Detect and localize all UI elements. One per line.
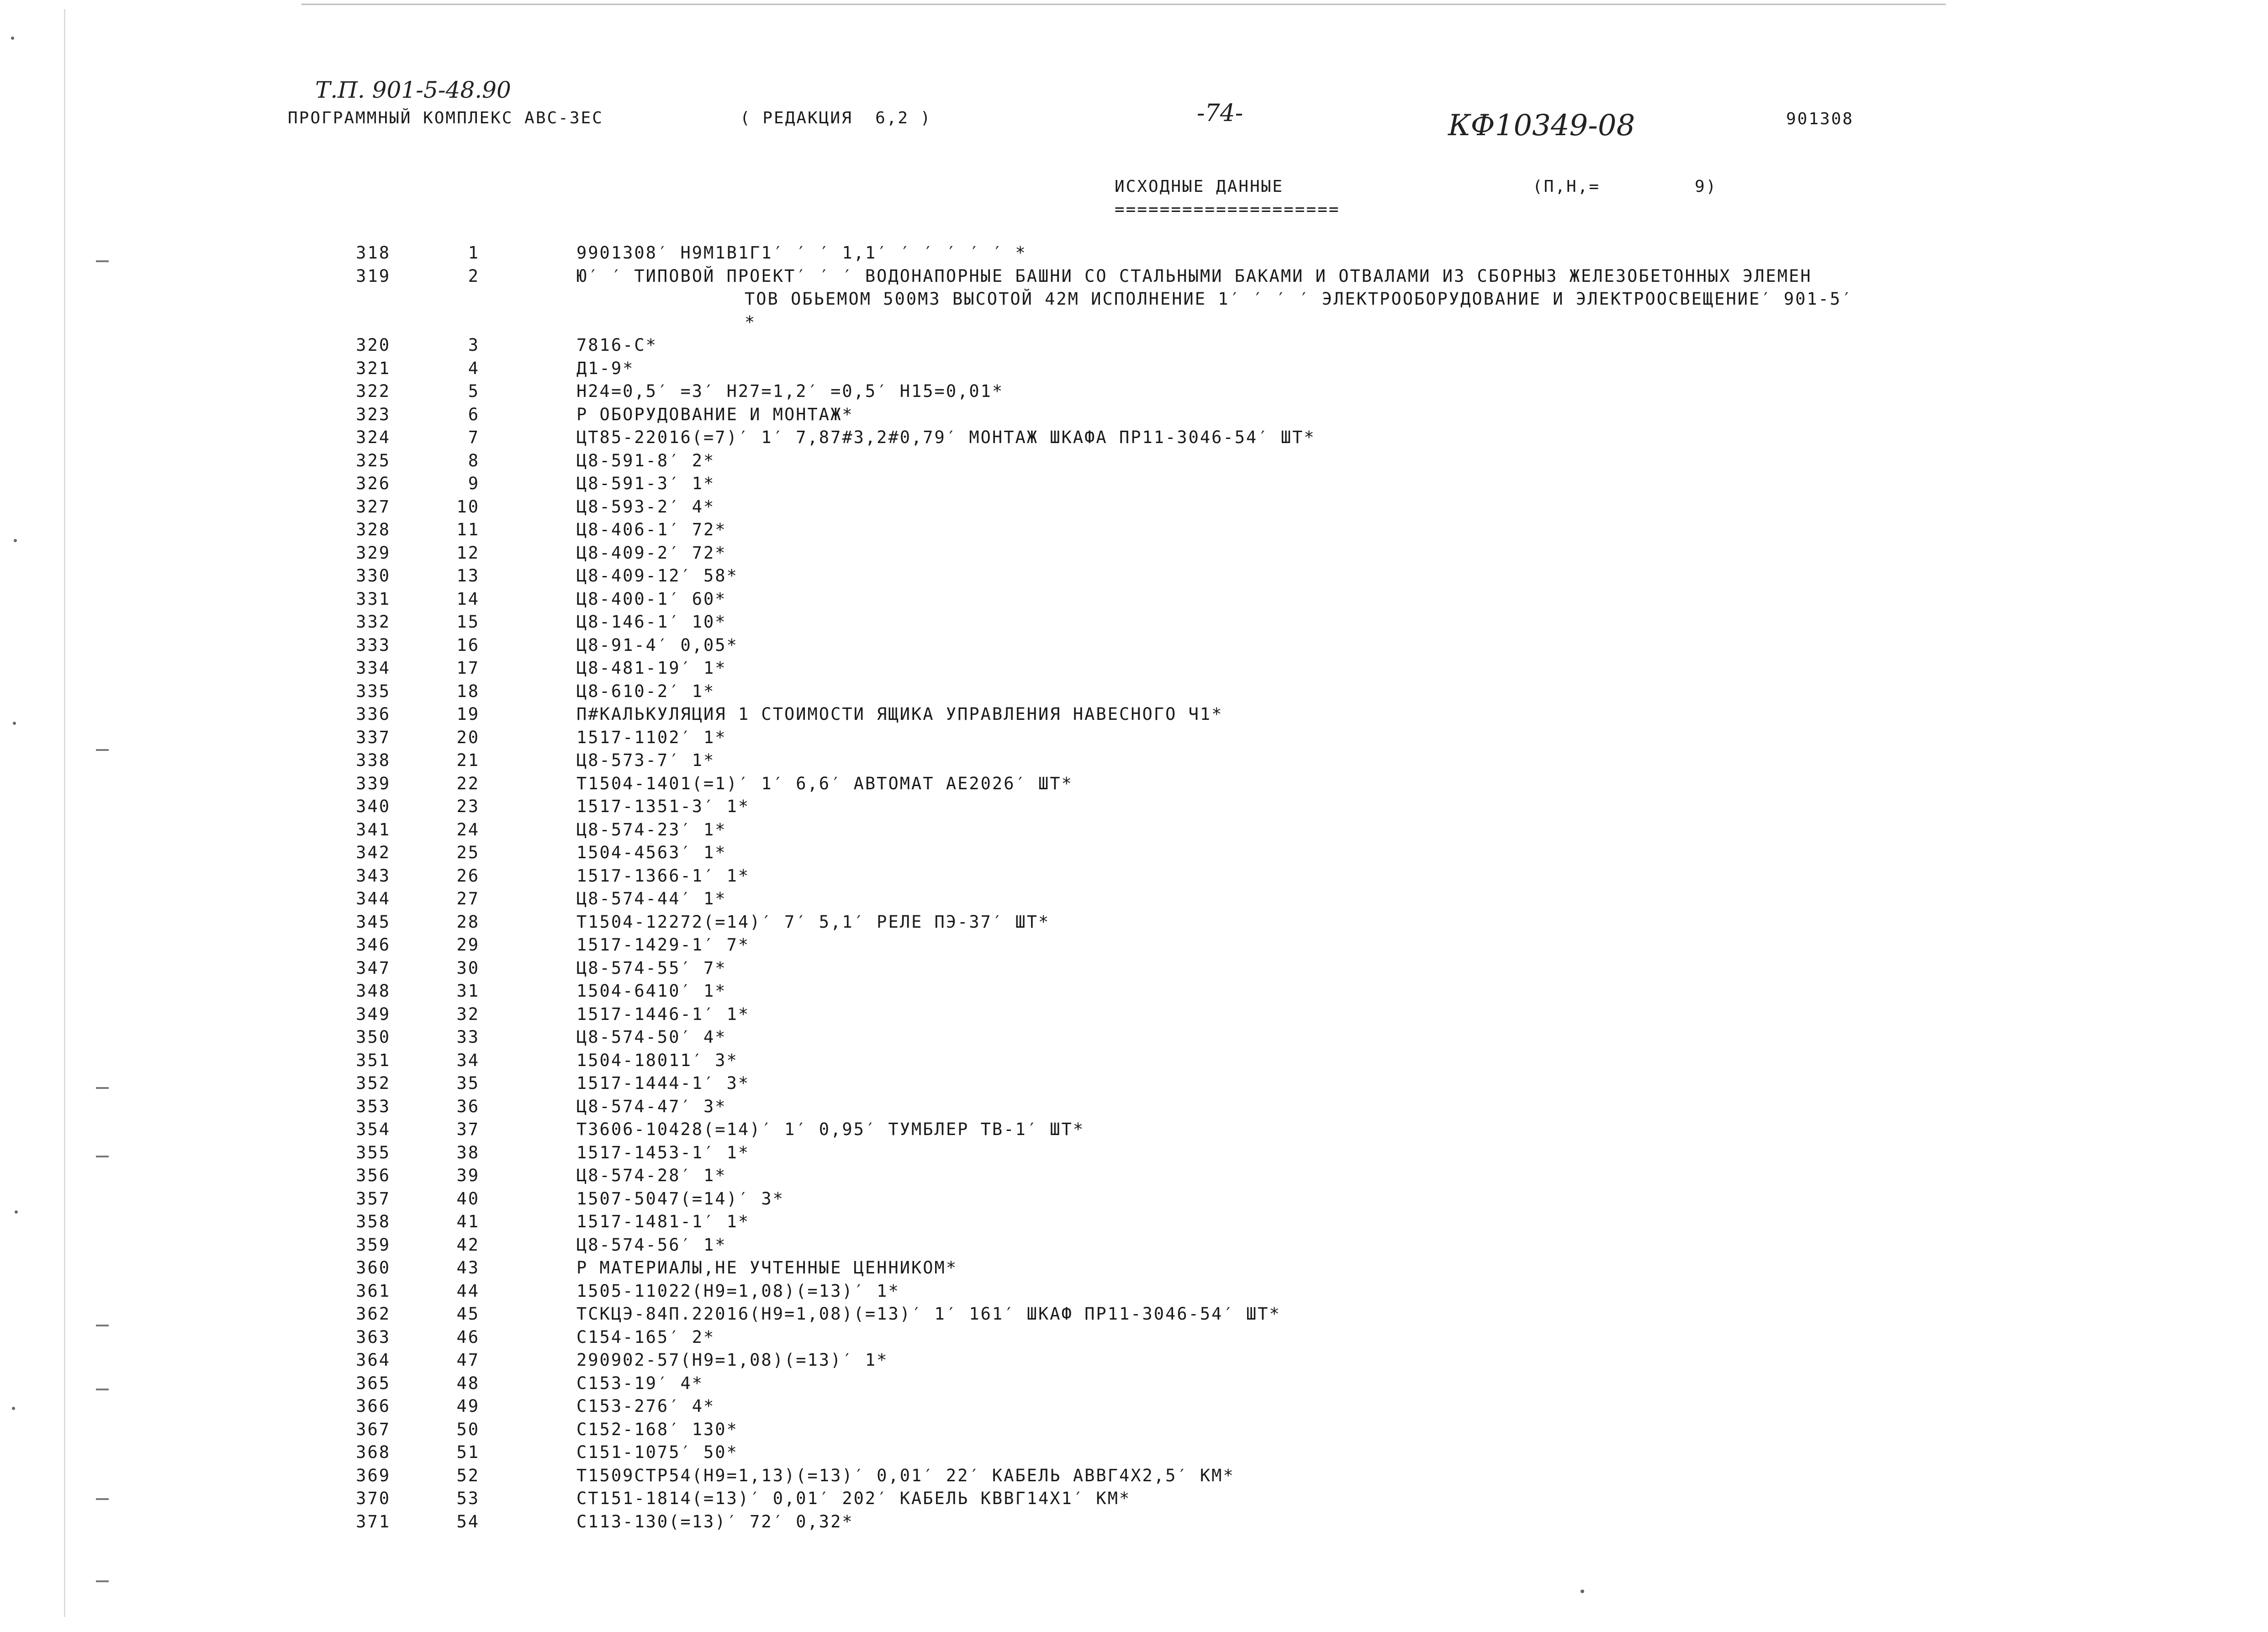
row-number: 36 (456, 1096, 480, 1116)
edition-label: ( РЕДАКЦИЯ 6,2 ) (740, 109, 932, 127)
row-text: Ц8-573-7′ 1* (576, 750, 715, 770)
listing-row (0, 658, 2268, 681)
row-text: Н24=0,5′ =3′ Н27=1,2′ =0,5′ Н15=0,01* (576, 381, 1004, 401)
listing-row (0, 335, 2268, 358)
row-text: Ц8-591-3′ 1* (576, 474, 715, 493)
row-text: Ц8-591-8′ 2* (576, 450, 715, 470)
row-text: Ц8-574-47′ 3* (576, 1096, 727, 1116)
listing-row (0, 1281, 2268, 1304)
listing-row (0, 1466, 2268, 1489)
row-index: 342 (356, 843, 391, 862)
listing-row (0, 612, 2268, 635)
row-index: 367 (356, 1419, 391, 1439)
listing-row (0, 1097, 2268, 1120)
row-index: 344 (356, 889, 391, 908)
row-index: 371 (356, 1511, 391, 1532)
row-index: 319 (356, 266, 391, 286)
row-index: 370 (356, 1489, 391, 1508)
row-text: 1517-1453-1′ 1* (576, 1142, 750, 1162)
listing-row (0, 589, 2268, 612)
row-number: 25 (456, 843, 480, 862)
listing-row (0, 635, 2268, 658)
row-number: 46 (456, 1327, 480, 1347)
row-index: 341 (356, 819, 391, 840)
listing-row (0, 1373, 2268, 1396)
listing-row (0, 843, 2268, 866)
row-text: Т1504-12272(=14)′ 7′ 5,1′ РЕЛЕ ПЭ-37′ ШТ* (576, 912, 1050, 932)
row-text: С153-276′ 4* (576, 1396, 715, 1416)
row-text: Т3606-10428(=14)′ 1′ 0,95′ ТУМБЛЕР ТВ-1′ ШТ* (576, 1120, 1085, 1139)
scan-top-edge (301, 4, 1946, 5)
listing-row (0, 774, 2268, 797)
row-text: 1505-11022(Н9=1,08)(=13)′ 1* (576, 1281, 900, 1301)
listing-row (0, 981, 2268, 1004)
row-index: 348 (356, 981, 391, 1001)
row-number: 27 (456, 889, 480, 908)
row-index: 334 (356, 658, 391, 678)
row-text: Т1509СТР54(Н9=1,13)(=13)′ 0,01′ 22′ КАБЕЛЬ АВВГ4Х2,5′ КМ* (576, 1465, 1235, 1485)
row-text: Ц8-91-4′ 0,05* (576, 635, 738, 655)
row-text: Ц8-481-19′ 1* (576, 658, 727, 678)
row-number: 6 (468, 404, 480, 424)
listing-row (0, 543, 2268, 566)
row-number: 54 (456, 1511, 480, 1532)
row-text: 1517-1102′ 1* (576, 727, 727, 747)
row-text: Ц8-409-12′ 58* (576, 566, 738, 586)
row-number: 12 (456, 543, 480, 563)
listing-row (0, 566, 2268, 589)
row-index: 338 (356, 750, 391, 770)
section-underline: ==================== (1115, 200, 1340, 219)
row-index: 336 (356, 704, 391, 724)
row-text: Ц8-146-1′ 10* (576, 612, 727, 632)
listing-row (0, 1212, 2268, 1235)
row-index: 346 (356, 935, 391, 955)
row-index: 357 (356, 1188, 391, 1209)
row-number: 14 (456, 589, 480, 609)
listing-row (0, 935, 2268, 958)
listing-row (0, 681, 2268, 704)
section-title: ИСХОДНЫЕ ДАННЫЕ (1115, 177, 1284, 196)
listing-row (0, 1189, 2268, 1212)
row-text: Ю′ ′ ТИПОВОЙ ПРОЕКТ′ ′ ′ ВОДОНАПОРНЫЕ БАШНИ СО СТАЛЬНЫМИ БАКАМИ И ОТВАЛАМИ ИЗ СБОРНЫЗ ЖЕЛЕЗОБЕТОННЫХ ЭЛЕМЕН (576, 266, 1812, 286)
row-text: 1517-1446-1′ 1* (576, 1004, 750, 1024)
listing-row (0, 1420, 2268, 1442)
row-number: 30 (456, 958, 480, 978)
row-index: 356 (356, 1166, 391, 1185)
listing-row (0, 866, 2268, 889)
row-text: 9901308′ Н9М1В1Г1′ ′ ′ 1,1′ ′ ′ ′ ′ ′ * (576, 243, 1027, 263)
row-index: 368 (356, 1442, 391, 1462)
row-text: Ц8-574-28′ 1* (576, 1166, 727, 1185)
row-text: Ц8-610-2′ 1* (576, 681, 715, 701)
row-text: 1507-5047(=14)′ 3* (576, 1188, 784, 1209)
row-index: 349 (356, 1004, 391, 1024)
row-index: 333 (356, 635, 391, 655)
row-index: 340 (356, 797, 391, 816)
row-number: 11 (456, 520, 480, 539)
row-number: 17 (456, 658, 480, 678)
row-index: 337 (356, 727, 391, 747)
row-number: 52 (456, 1465, 480, 1485)
row-index: 369 (356, 1465, 391, 1485)
row-text: 1517-1351-3′ 1* (576, 797, 750, 816)
row-text: Р ОБОРУДОВАНИЕ И МОНТАЖ* (576, 404, 854, 424)
row-number: 39 (456, 1166, 480, 1185)
row-number: 33 (456, 1027, 480, 1047)
listing-row (0, 728, 2268, 750)
row-index: 326 (356, 474, 391, 493)
row-index: 351 (356, 1050, 391, 1070)
row-number: 53 (456, 1489, 480, 1508)
header-code: 901308 (1786, 110, 1854, 128)
listing-row (0, 451, 2268, 474)
row-index: 353 (356, 1096, 391, 1116)
row-text: С152-168′ 130* (576, 1419, 738, 1439)
row-number: 24 (456, 819, 480, 840)
row-number: 20 (456, 727, 480, 747)
row-text: Ц8-574-23′ 1* (576, 819, 727, 840)
row-index: 327 (356, 496, 391, 517)
row-text: 1504-18011′ 3* (576, 1050, 738, 1070)
row-number: 32 (456, 1004, 480, 1024)
listing-row (0, 704, 2268, 727)
row-index: 365 (356, 1373, 391, 1393)
row-number: 29 (456, 935, 480, 955)
row-text: СТ151-1814(=13)′ 0,01′ 202′ КАБЕЛЬ КВВГ14Х1′ КМ* (576, 1489, 1131, 1508)
row-index: 321 (356, 358, 391, 378)
row-number: 35 (456, 1073, 480, 1093)
listing-row (0, 958, 2268, 981)
row-number: 48 (456, 1373, 480, 1393)
listing-row (0, 1120, 2268, 1142)
row-text: Ц8-593-2′ 4* (576, 496, 715, 517)
row-number: 10 (456, 496, 480, 517)
row-text: 1504-4563′ 1* (576, 843, 727, 862)
row-index: 363 (356, 1327, 391, 1347)
listing-row (0, 405, 2268, 428)
row-text: Д1-9* (576, 358, 634, 378)
listing-row (0, 1166, 2268, 1188)
row-index: 360 (356, 1258, 391, 1278)
row-index: 359 (356, 1235, 391, 1255)
section-param: (П,Н,= (1533, 177, 1601, 196)
row-number: 7 (468, 428, 480, 447)
row-text: С154-165′ 2* (576, 1327, 715, 1347)
row-number: 44 (456, 1281, 480, 1301)
row-index: 355 (356, 1142, 391, 1162)
row-index: 331 (356, 589, 391, 609)
row-number: 28 (456, 912, 480, 932)
listing-row (0, 1004, 2268, 1027)
row-index: 325 (356, 450, 391, 470)
listing-row (0, 889, 2268, 912)
row-number: 41 (456, 1212, 480, 1231)
row-index: 358 (356, 1212, 391, 1231)
row-index: 352 (356, 1073, 391, 1093)
handwritten-doc-code: КФ10349-08 (1448, 109, 1635, 143)
listing-row (0, 381, 2268, 404)
row-text: 1517-1444-1′ 3* (576, 1073, 750, 1093)
row-number: 43 (456, 1258, 480, 1278)
listing-row (0, 520, 2268, 543)
row-number: 22 (456, 773, 480, 793)
listing-row (0, 428, 2268, 450)
row-text: 1504-6410′ 1* (576, 981, 727, 1001)
row-number: 1 (468, 243, 480, 263)
row-number: 15 (456, 612, 480, 632)
row-number: 45 (456, 1304, 480, 1324)
row-number: 47 (456, 1350, 480, 1370)
row-text: 1517-1429-1′ 7* (576, 935, 750, 955)
listing-row (0, 1143, 2268, 1166)
row-text: Ц8-574-44′ 1* (576, 889, 727, 908)
row-number: 42 (456, 1235, 480, 1255)
row-text: 1517-1366-1′ 1* (576, 866, 750, 886)
row-text: Ц8-574-50′ 4* (576, 1027, 727, 1047)
row-number: 9 (468, 474, 480, 493)
row-index: 366 (356, 1396, 391, 1416)
row-index: 347 (356, 958, 391, 978)
row-text: П#КАЛЬКУЛЯЦИЯ 1 СТОИМОСТИ ЯЩИКА УПРАВЛЕНИЯ НАВЕСНОГО Ч1* (576, 704, 1223, 724)
row-text: Ц8-406-1′ 72* (576, 520, 727, 539)
listing-row (0, 797, 2268, 819)
handwritten-page-number: -74- (1197, 100, 1243, 127)
row-number: 23 (456, 797, 480, 816)
listing-row (0, 1442, 2268, 1465)
row-number: 51 (456, 1442, 480, 1462)
row-index: 343 (356, 866, 391, 886)
row-number: 8 (468, 450, 480, 470)
row-text-continuation: * (745, 312, 756, 332)
listing-row (0, 243, 2268, 266)
row-index: 362 (356, 1304, 391, 1324)
listing-row (0, 1304, 2268, 1327)
listing-row (0, 820, 2268, 843)
row-number: 3 (468, 335, 480, 355)
listing-row (0, 359, 2268, 381)
listing-row (0, 1489, 2268, 1511)
row-number: 19 (456, 704, 480, 724)
row-index: 332 (356, 612, 391, 632)
row-index: 354 (356, 1120, 391, 1139)
row-text: ТСКЦЭ-84П.22016(Н9=1,08)(=13)′ 1′ 161′ ШКАФ ПР11-3046-54′ ШТ* (576, 1304, 1281, 1324)
listing-row (0, 1512, 2268, 1535)
row-text: Ц8-400-1′ 60* (576, 589, 727, 609)
row-number: 13 (456, 566, 480, 586)
row-number: 31 (456, 981, 480, 1001)
row-number: 38 (456, 1142, 480, 1162)
row-text: С151-1075′ 50* (576, 1442, 738, 1462)
row-index: 324 (356, 428, 391, 447)
row-number: 16 (456, 635, 480, 655)
listing-row (0, 1396, 2268, 1419)
listing-row (0, 266, 2268, 289)
row-text: ЦТ85-22016(=7)′ 1′ 7,87#3,2#0,79′ МОНТАЖ ШКАФА ПР11-3046-54′ ШТ* (576, 428, 1316, 447)
row-index: 330 (356, 566, 391, 586)
row-index: 335 (356, 681, 391, 701)
row-text: Ц8-574-55′ 7* (576, 958, 727, 978)
row-text: 7816-С* (576, 335, 657, 355)
row-text: 290902-57(Н9=1,08)(=13)′ 1* (576, 1350, 888, 1370)
row-index: 322 (356, 381, 391, 401)
row-number: 40 (456, 1188, 480, 1209)
row-number: 34 (456, 1050, 480, 1070)
row-index: 323 (356, 404, 391, 424)
row-number: 37 (456, 1120, 480, 1139)
row-number: 4 (468, 358, 480, 378)
row-number: 21 (456, 750, 480, 770)
row-text-continuation: ТОВ ОБЬЕМОМ 500М3 ВЫСОТОЙ 42М ИСПОЛНЕНИЕ 1′ ′ ′ ′ ЭЛЕКТРООБОРУДОВАНИЕ И ЭЛЕКТРООСВЕЩЕНИЕ′ 901-5′ (745, 289, 1853, 309)
row-number: 26 (456, 866, 480, 886)
listing-row (0, 1027, 2268, 1050)
row-index: 345 (356, 912, 391, 932)
listing-row (0, 497, 2268, 520)
row-index: 364 (356, 1350, 391, 1370)
row-text: С113-130(=13)′ 72′ 0,32* (576, 1511, 854, 1532)
listing-row (0, 912, 2268, 935)
handwritten-project-code: Т.П. 901-5-48.90 (315, 77, 511, 103)
row-text: Т1504-1401(=1)′ 1′ 6,6′ АВТОМАТ АЕ2026′ ШТ* (576, 773, 1073, 793)
listing-row (0, 474, 2268, 496)
row-number: 50 (456, 1419, 480, 1439)
row-index: 361 (356, 1281, 391, 1301)
row-index: 328 (356, 520, 391, 539)
program-title: ПРОГРАММНЫЙ КОМПЛЕКС АВС-3ЕС (288, 109, 603, 127)
listing-row (0, 1073, 2268, 1096)
row-text: Ц8-574-56′ 1* (576, 1235, 727, 1255)
row-text: Ц8-409-2′ 72* (576, 543, 727, 563)
row-text: 1517-1481-1′ 1* (576, 1212, 750, 1231)
listing-row (0, 1235, 2268, 1258)
listing-row (0, 1327, 2268, 1350)
row-text: Р МАТЕРИАЛЫ,НЕ УЧТЕННЫЕ ЦЕННИКОМ* (576, 1258, 958, 1278)
row-index: 318 (356, 243, 391, 263)
row-number: 5 (468, 381, 480, 401)
listing-row (0, 1350, 2268, 1373)
listing-row (0, 1258, 2268, 1281)
section-param-value: 9) (1695, 177, 1718, 196)
row-index: 339 (356, 773, 391, 793)
row-index: 329 (356, 543, 391, 563)
listing-row (0, 750, 2268, 773)
row-index: 320 (356, 335, 391, 355)
row-index: 350 (356, 1027, 391, 1047)
row-number: 49 (456, 1396, 480, 1416)
row-number: 18 (456, 681, 480, 701)
row-number: 2 (468, 266, 480, 286)
row-text: С153-19′ 4* (576, 1373, 704, 1393)
listing-row (0, 1051, 2268, 1073)
